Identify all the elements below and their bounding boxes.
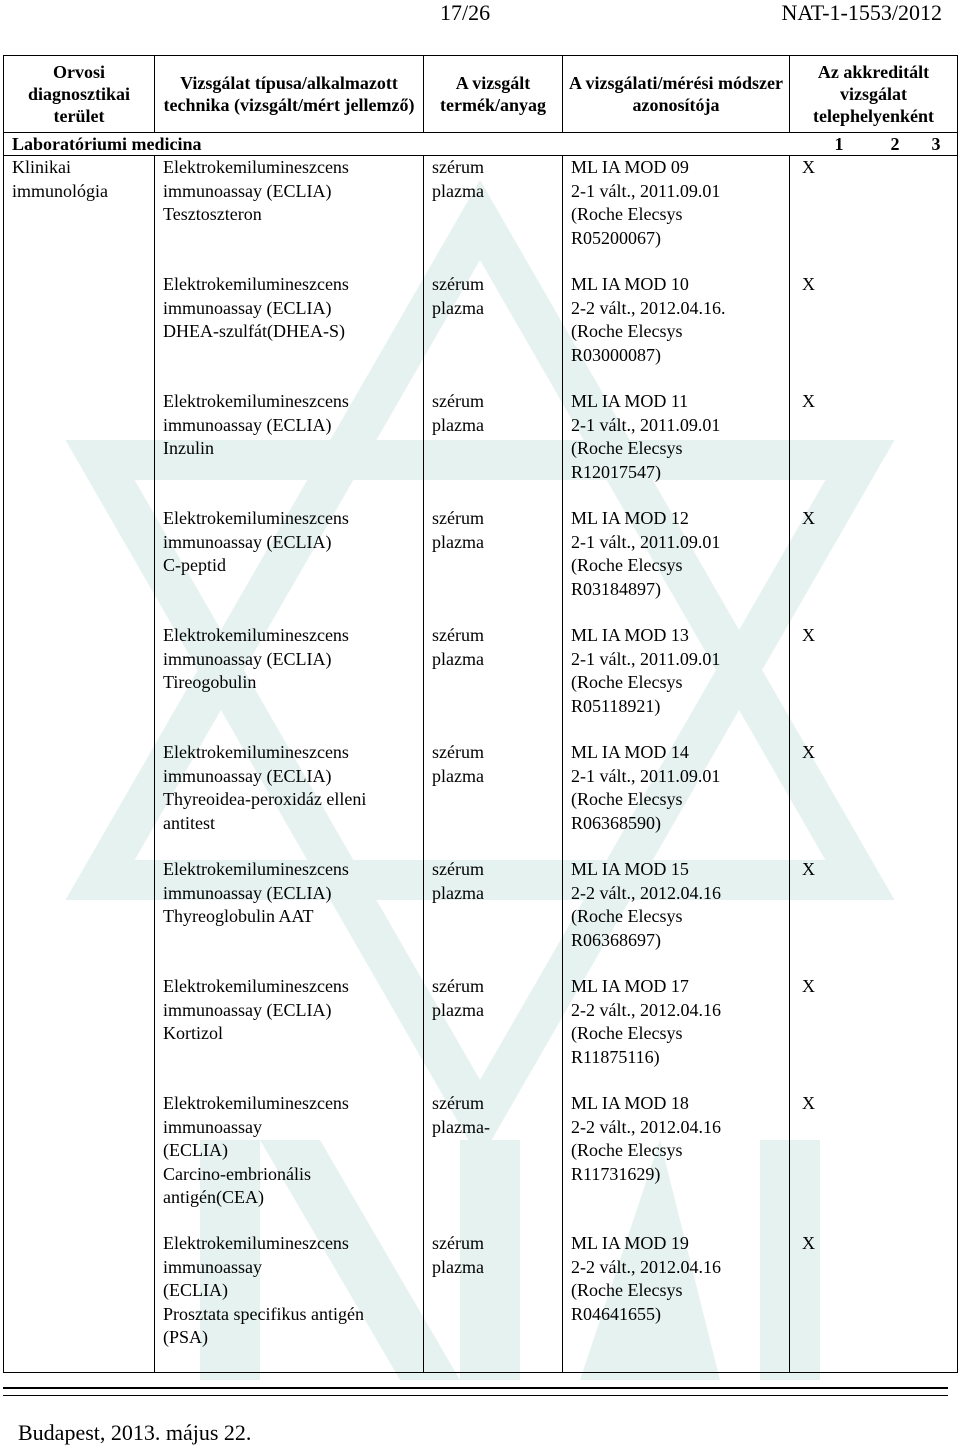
cell-product bbox=[424, 1092, 563, 1232]
cell-product bbox=[424, 156, 563, 274]
header-method: A vizsgálati/mérési módszer azonosítója bbox=[563, 56, 790, 133]
page-number: 17/26 bbox=[440, 0, 491, 25]
accredited-site-1-mark: X bbox=[802, 508, 815, 528]
cell-line: ML IA MOD 12 bbox=[571, 508, 689, 528]
cell-line: R11731629) bbox=[571, 1163, 661, 1184]
cell-method bbox=[563, 624, 790, 741]
cell-line: szérum bbox=[432, 391, 484, 411]
cell-line: antitest bbox=[163, 812, 215, 833]
cell-line: Elektrokemilumineszcens bbox=[163, 1233, 349, 1253]
cell-technique bbox=[155, 1092, 424, 1232]
cell-line: szérum bbox=[432, 742, 484, 762]
cell-line: immunoassay (ECLIA) bbox=[163, 765, 332, 786]
cell-line: plazma bbox=[432, 414, 484, 435]
cell-line: 2-1 vált., 2011.09.01 bbox=[571, 648, 721, 669]
cell-line: plazma- bbox=[432, 1116, 490, 1137]
cell-line: (Roche Elecsys bbox=[571, 321, 683, 341]
header-technique: Vizsgálat típusa/alkalmazott technika (vizsgált/mért jellemző) bbox=[155, 56, 424, 133]
cell-line: plazma bbox=[432, 531, 484, 552]
cell-line: 2-2 vált., 2012.04.16 bbox=[571, 1256, 721, 1277]
cell-line: plazma bbox=[432, 1256, 484, 1277]
cell-product bbox=[424, 273, 563, 390]
cell-product bbox=[424, 975, 563, 1092]
section-title: Laboratóriumi medicina bbox=[4, 133, 790, 156]
cell-line: (Roche Elecsys bbox=[571, 438, 683, 458]
cell-accredited bbox=[790, 507, 958, 624]
cell-line: Elektrokemilumineszcens bbox=[163, 508, 349, 528]
cell-product bbox=[424, 741, 563, 858]
cell-line: szérum bbox=[432, 157, 484, 177]
table-row bbox=[4, 975, 958, 1092]
section-site-numbers bbox=[790, 133, 958, 156]
cell-line: Prosztata specifikus antigén bbox=[163, 1303, 364, 1324]
cell-technique bbox=[155, 507, 424, 624]
cell-line: Carcino-embrionális bbox=[163, 1163, 311, 1184]
footer-place-date: Budapest, 2013. május 22. bbox=[18, 1420, 252, 1445]
accredited-site-1-mark: X bbox=[802, 391, 815, 411]
cell-method bbox=[563, 273, 790, 390]
cell-line: 2-1 vált., 2011.09.01 bbox=[571, 414, 721, 435]
cell-line: ML IA MOD 13 bbox=[571, 625, 689, 645]
cell-line: szérum bbox=[432, 274, 484, 294]
cell-accredited bbox=[790, 1092, 958, 1232]
cell-line: Elektrokemilumineszcens bbox=[163, 742, 349, 762]
cell-area bbox=[4, 858, 155, 975]
cell-line: szérum bbox=[432, 859, 484, 879]
cell-line: immunoassay (ECLIA) bbox=[163, 999, 332, 1020]
cell-line: (ECLIA) bbox=[163, 1140, 228, 1160]
cell-technique bbox=[155, 624, 424, 741]
cell-accredited bbox=[790, 390, 958, 507]
cell-line: antigén(CEA) bbox=[163, 1187, 264, 1207]
table-row bbox=[4, 858, 958, 975]
header-accredited: Az akkreditált vizsgálat telephelyenként bbox=[790, 56, 958, 133]
cell-line: szérum bbox=[432, 1233, 484, 1253]
table-row bbox=[4, 390, 958, 507]
cell-method bbox=[563, 156, 790, 274]
cell-line: ML IA MOD 19 bbox=[571, 1233, 689, 1253]
cell-area bbox=[4, 624, 155, 741]
cell-area bbox=[4, 390, 155, 507]
cell-line: Elektrokemilumineszcens bbox=[163, 157, 349, 177]
cell-technique bbox=[155, 858, 424, 975]
accredited-site-1-mark: X bbox=[802, 859, 815, 879]
cell-line: Tesztoszteron bbox=[163, 204, 262, 224]
accredited-site-1-mark: X bbox=[802, 1093, 815, 1113]
table-header-row bbox=[4, 56, 958, 133]
cell-accredited bbox=[790, 156, 958, 274]
cell-area bbox=[4, 156, 155, 274]
cell-area bbox=[4, 507, 155, 624]
cell-area bbox=[4, 1232, 155, 1373]
cell-product bbox=[424, 1232, 563, 1373]
cell-line: (ECLIA) bbox=[163, 1280, 228, 1300]
table-row bbox=[4, 1092, 958, 1232]
cell-technique bbox=[155, 390, 424, 507]
cell-line: 2-1 vált., 2011.09.01 bbox=[571, 180, 721, 201]
cell-method bbox=[563, 741, 790, 858]
table-row bbox=[4, 507, 958, 624]
site-col-1: 1 bbox=[834, 134, 844, 154]
cell-line: szérum bbox=[432, 508, 484, 528]
cell-technique bbox=[155, 1232, 424, 1373]
cell-accredited bbox=[790, 1232, 958, 1373]
cell-method bbox=[563, 858, 790, 975]
cell-line: immunoassay (ECLIA) bbox=[163, 414, 332, 435]
cell-line: plazma bbox=[432, 297, 484, 318]
table-row bbox=[4, 624, 958, 741]
cell-line: ML IA MOD 09 bbox=[571, 157, 689, 177]
table-row bbox=[4, 273, 958, 390]
cell-line: szérum bbox=[432, 976, 484, 996]
cell-line: plazma bbox=[432, 999, 484, 1020]
cell-line: C-peptid bbox=[163, 555, 226, 575]
cell-line: (Roche Elecsys bbox=[571, 906, 683, 926]
cell-line: R12017547) bbox=[571, 461, 661, 482]
cell-accredited bbox=[790, 741, 958, 858]
cell-line: Elektrokemilumineszcens bbox=[163, 274, 349, 294]
accredited-site-1-mark: X bbox=[802, 742, 815, 762]
cell-line: szérum bbox=[432, 625, 484, 645]
accredited-site-1-mark: X bbox=[802, 625, 815, 645]
cell-technique bbox=[155, 156, 424, 274]
cell-line: Kortizol bbox=[163, 1023, 223, 1043]
cell-line: R05118921) bbox=[571, 695, 661, 716]
cell-line: immunoassay (ECLIA) bbox=[163, 297, 332, 318]
cell-line: 2-2 vált., 2012.04.16 bbox=[571, 1116, 721, 1137]
cell-line: (PSA) bbox=[163, 1327, 209, 1347]
page-header bbox=[0, 0, 960, 28]
section-row bbox=[4, 133, 958, 156]
cell-line: (Roche Elecsys bbox=[571, 204, 683, 224]
cell-technique bbox=[155, 975, 424, 1092]
cell-accredited bbox=[790, 273, 958, 390]
cell-line: (Roche Elecsys bbox=[571, 789, 683, 809]
cell-line: DHEA-szulfát(DHEA-S) bbox=[163, 321, 345, 341]
cell-line: immunoassay (ECLIA) bbox=[163, 180, 332, 201]
cell-line: R04641655) bbox=[571, 1303, 661, 1324]
cell-line: R03000087) bbox=[571, 344, 661, 365]
cell-line: 2-1 vált., 2011.09.01 bbox=[571, 765, 721, 786]
site-col-3: 3 bbox=[931, 134, 941, 154]
accredited-site-1-mark: X bbox=[802, 274, 815, 294]
cell-line: (Roche Elecsys bbox=[571, 1023, 683, 1043]
cell-line: ML IA MOD 11 bbox=[571, 391, 689, 411]
cell-accredited bbox=[790, 858, 958, 975]
accredited-site-1-mark: X bbox=[802, 1233, 815, 1253]
cell-line: ML IA MOD 18 bbox=[571, 1093, 689, 1113]
cell-line: 2-2 vált., 2012.04.16 bbox=[571, 999, 721, 1020]
cell-line: immunoassay bbox=[163, 1116, 262, 1137]
cell-product bbox=[424, 390, 563, 507]
cell-area bbox=[4, 1092, 155, 1232]
cell-line: R06368697) bbox=[571, 929, 661, 950]
cell-area bbox=[4, 741, 155, 858]
cell-line: ML IA MOD 14 bbox=[571, 742, 689, 762]
site-col-2: 2 bbox=[890, 134, 900, 154]
table-row bbox=[4, 1232, 958, 1373]
cell-line: (Roche Elecsys bbox=[571, 1280, 683, 1300]
cell-method bbox=[563, 390, 790, 507]
cell-line: Elektrokemilumineszcens bbox=[163, 391, 349, 411]
accredited-site-1-mark: X bbox=[802, 976, 815, 996]
cell-method bbox=[563, 1232, 790, 1373]
cell-accredited bbox=[790, 975, 958, 1092]
cell-product bbox=[424, 507, 563, 624]
table-row bbox=[4, 156, 958, 274]
cell-line: Thyreoglobulin AAT bbox=[163, 906, 314, 926]
cell-line: (Roche Elecsys bbox=[571, 672, 683, 692]
document-id: NAT-1-1553/2012 bbox=[781, 0, 942, 25]
cell-line: 2-2 vált., 2012.04.16. bbox=[571, 297, 726, 318]
cell-line: immunológia bbox=[12, 180, 108, 201]
cell-method bbox=[563, 507, 790, 624]
cell-line: Thyreoidea-peroxidáz elleni bbox=[163, 789, 367, 809]
cell-line: Elektrokemilumineszcens bbox=[163, 625, 349, 645]
cell-line: R03184897) bbox=[571, 578, 661, 599]
header-product: A vizsgált termék/anyag bbox=[424, 56, 563, 133]
cell-line: (Roche Elecsys bbox=[571, 1140, 683, 1160]
cell-method bbox=[563, 1092, 790, 1232]
cell-line: R05200067) bbox=[571, 227, 661, 248]
cell-line: plazma bbox=[432, 882, 484, 903]
cell-line: ML IA MOD 10 bbox=[571, 274, 689, 294]
cell-area bbox=[4, 273, 155, 390]
cell-line: plazma bbox=[432, 648, 484, 669]
cell-line: R11875116) bbox=[571, 1046, 660, 1067]
cell-line: immunoassay (ECLIA) bbox=[163, 531, 332, 552]
cell-line: plazma bbox=[432, 180, 484, 201]
cell-line: R06368590) bbox=[571, 812, 661, 833]
table-row bbox=[4, 741, 958, 858]
cell-line: immunoassay bbox=[163, 1256, 262, 1277]
cell-line: 2-1 vált., 2011.09.01 bbox=[571, 531, 721, 552]
cell-line: Klinikai bbox=[12, 157, 71, 177]
cell-product bbox=[424, 624, 563, 741]
cell-technique bbox=[155, 741, 424, 858]
cell-line: immunoassay (ECLIA) bbox=[163, 882, 332, 903]
cell-method bbox=[563, 975, 790, 1092]
cell-line: Elektrokemilumineszcens bbox=[163, 1093, 349, 1113]
cell-area bbox=[4, 975, 155, 1092]
cell-line: ML IA MOD 15 bbox=[571, 859, 689, 879]
accreditation-table bbox=[3, 55, 958, 1373]
cell-line: 2-2 vált., 2012.04.16 bbox=[571, 882, 721, 903]
footer-divider bbox=[3, 1387, 948, 1396]
cell-line: szérum bbox=[432, 1093, 484, 1113]
cell-line: Inzulin bbox=[163, 438, 214, 458]
cell-technique bbox=[155, 273, 424, 390]
accredited-site-1-mark: X bbox=[802, 157, 815, 177]
cell-product bbox=[424, 858, 563, 975]
cell-line: (Roche Elecsys bbox=[571, 555, 683, 575]
cell-line: plazma bbox=[432, 765, 484, 786]
cell-line: Elektrokemilumineszcens bbox=[163, 859, 349, 879]
header-area: Orvosi diagnosztikai terület bbox=[4, 56, 155, 133]
cell-line: Tireogobulin bbox=[163, 672, 257, 692]
cell-accredited bbox=[790, 624, 958, 741]
cell-line: Elektrokemilumineszcens bbox=[163, 976, 349, 996]
cell-line: immunoassay (ECLIA) bbox=[163, 648, 332, 669]
cell-line: ML IA MOD 17 bbox=[571, 976, 689, 996]
